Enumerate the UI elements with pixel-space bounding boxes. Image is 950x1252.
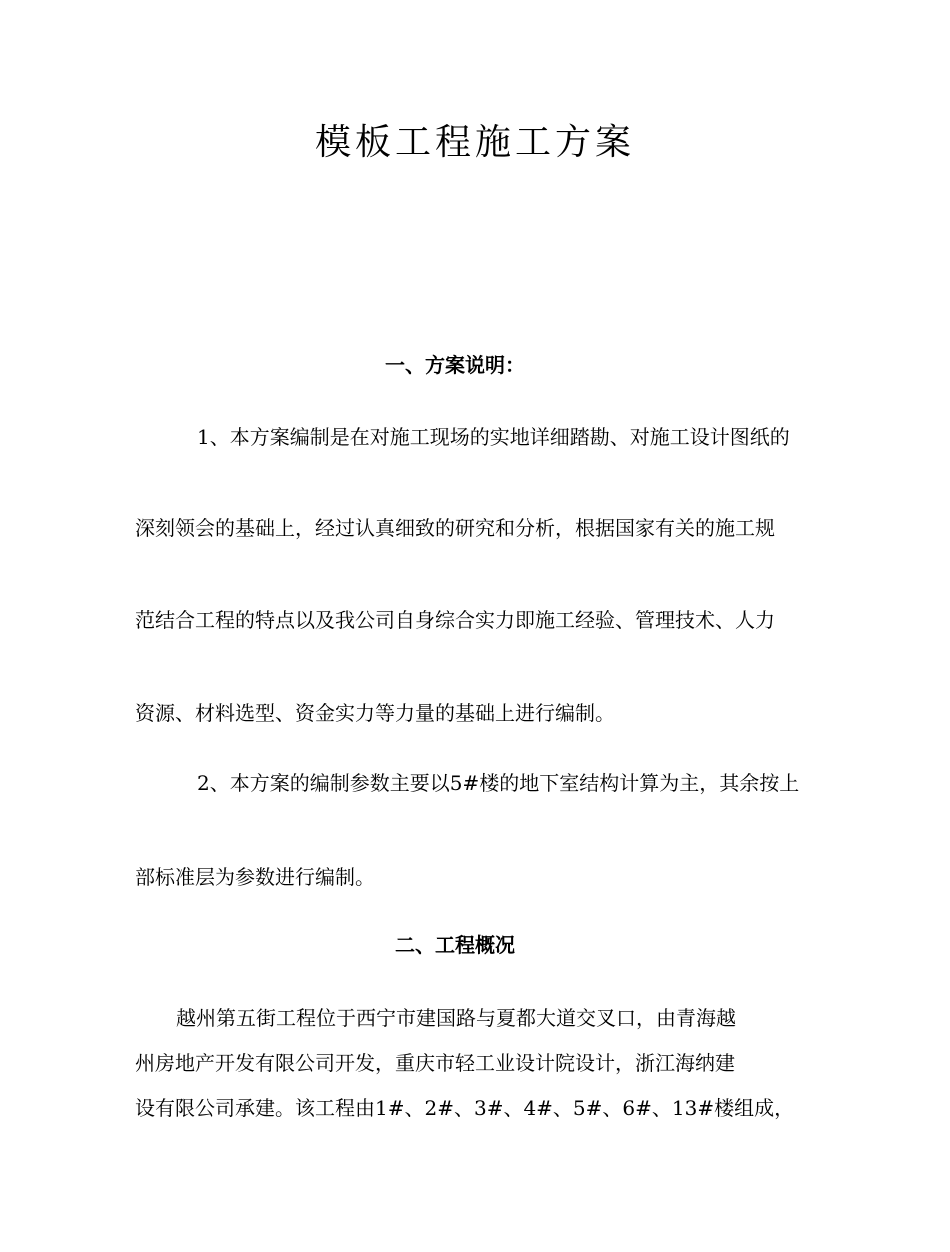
paragraph-line: 越州第五街工程位于西宁市建国路与夏都大道交叉口，由青海越 <box>176 1006 736 1030</box>
paragraph-line: 部标准层为参数进行编制。 <box>135 865 375 889</box>
paragraph-line: 2、本方案的编制参数主要以5#楼的地下室结构计算为主，其余按上 <box>197 771 800 795</box>
paragraph-line: 设有限公司承建。该工程由1#、2#、3#、4#、5#、6#、13#楼组成， <box>135 1096 795 1120</box>
paragraph-line: 1、本方案编制是在对施工现场的实地详细踏勘、对施工设计图纸的 <box>197 425 790 449</box>
paragraph-line: 州房地产开发有限公司开发，重庆市轻工业设计院设计，浙江海纳建 <box>135 1051 735 1075</box>
section-heading-2: 二、工程概况 <box>395 933 515 957</box>
section-heading-1: 一、方案说明： <box>385 353 525 377</box>
document-title: 模板工程施工方案 <box>314 122 635 163</box>
paragraph-line: 深刻领会的基础上，经过认真细致的研究和分析，根据国家有关的施工规 <box>135 516 775 540</box>
paragraph-line: 范结合工程的特点以及我公司自身综合实力即施工经验、管理技术、人力 <box>135 608 775 632</box>
paragraph-line: 资源、材料选型、资金实力等力量的基础上进行编制。 <box>135 701 615 725</box>
